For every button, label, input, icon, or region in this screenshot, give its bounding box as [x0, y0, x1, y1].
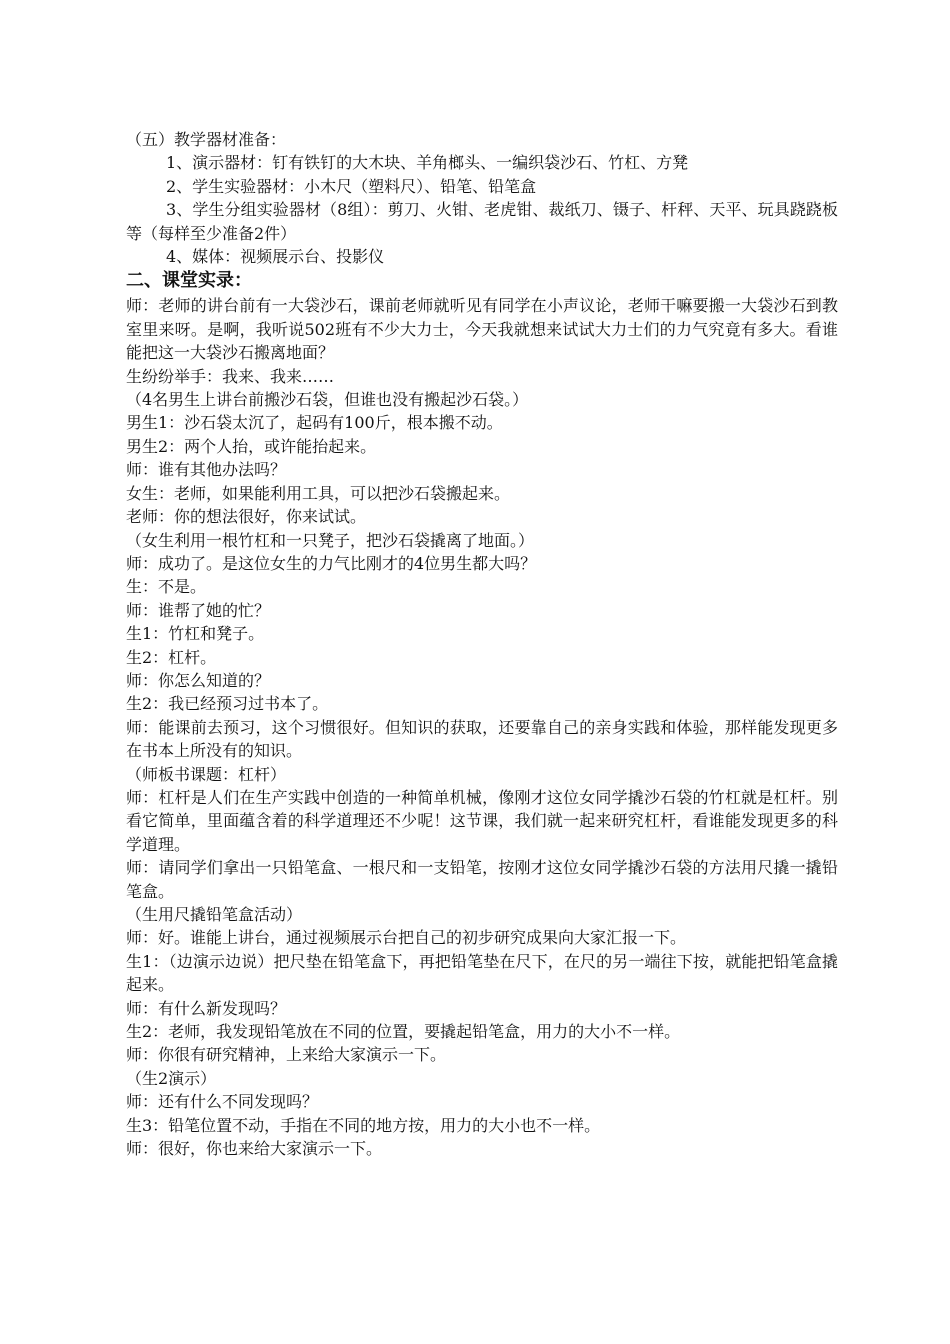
transcript-line: （师板书课题：杠杆）	[126, 764, 287, 784]
transcript-line: 师：谁有其他办法吗？	[126, 460, 287, 480]
transcript-line: 生2：老师，我发现铅笔放在不同的位置，要撬起铅笔盒，用力的大小不一样。	[126, 1022, 681, 1042]
section-5-title: （五）教学器材准备：	[126, 130, 287, 149]
transcript-line: 生2：杠杆。	[126, 647, 217, 667]
transcript-line: （生用尺撬铅笔盒活动）	[126, 905, 303, 924]
transcript-line: 男生2：两个人抬，或许能抬起来。	[126, 436, 377, 456]
transcript-line: 生纷纷举手：我来、我来……	[126, 366, 335, 386]
transcript-line: 师：请同学们拿出一只铅笔盒、一根尺和一支铅笔，按刚才这位女同学撬沙石袋的方法用尺撬一撬铅笔盒。	[126, 858, 838, 901]
equipment-item-3: 3、学生分组实验器材（8组）：剪刀、火钳、老虎钳、裁纸刀、镊子、杆秤、天平、玩具跷跷板等（每样至少准备2件）	[126, 200, 838, 243]
section-2-heading: 二、课堂实录：	[126, 270, 252, 292]
transcript-line: 老师：你的想法很好，你来试试。	[126, 507, 367, 527]
transcript-line: 生1：竹杠和凳子。	[126, 624, 265, 644]
equipment-item-4: 4、媒体：视频展示台、投影仪	[166, 247, 385, 267]
transcript-line: 师：谁帮了她的忙？	[126, 600, 271, 620]
transcript-line: 男生1：沙石袋太沉了，起码有100斤，根本搬不动。	[126, 413, 503, 433]
transcript-line: （生2演示）	[126, 1068, 217, 1088]
transcript-line: 师：你怎么知道的？	[126, 670, 271, 690]
transcript-line: 生2：我已经预习过书本了。	[126, 694, 329, 714]
transcript-line: 师：好。谁能上讲台，通过视频展示台把自己的初步研究成果向大家汇报一下。	[126, 928, 687, 948]
transcript-line: 女生：老师，如果能利用工具，可以把沙石袋搬起来。	[126, 483, 511, 503]
transcript-line: 生1：（边演示边说）把尺垫在铅笔盒下，再把铅笔垫在尺下，在尺的另一端往下按，就能把铅笔盒撬起来。	[126, 951, 838, 995]
transcript-line: 师：还有什么不同发现吗？	[126, 1092, 319, 1112]
transcript-line: 生3：铅笔位置不动，手指在不同的地方按，用力的大小也不一样。	[126, 1115, 601, 1135]
transcript-line: （4名男生上讲台前搬沙石袋，但谁也没有搬起沙石袋。）	[126, 390, 529, 410]
transcript-line: （女生利用一根竹杠和一只凳子，把沙石袋撬离了地面。）	[126, 530, 535, 550]
equipment-item-2: 2、学生实验器材：小木尺（塑料尺）、铅笔、铅笔盒	[166, 176, 537, 196]
transcript-line: 师：很好，你也来给大家演示一下。	[126, 1139, 383, 1159]
equipment-item-1: 1、演示器材：钉有铁钉的大木块、羊角榔头、一编织袋沙石、竹杠、方凳	[166, 153, 689, 173]
transcript-line: 师：能课前去预习，这个习惯很好。但知识的获取，还要靠自己的亲身实践和体验，那样能发现更多在书本上所没有的知识。	[126, 717, 838, 761]
transcript-line: 师：成功了。是这位女生的力气比刚才的4位男生都大吗？	[126, 553, 537, 573]
transcript-line: 师：老师的讲台前有一大袋沙石，课前老师就听见有同学在小声议论，老师干嘛要搬一大袋沙石到教室里来呀。是啊，我听说502班有不少大力士，今天我就想来试试大力士们的力气究竟有多大。看谁能把这一大袋沙石搬离地面？	[126, 296, 838, 363]
transcript-line: 师：有什么新发现吗？	[126, 998, 287, 1018]
transcript-line: 师：杠杆是人们在生产实践中创造的一种简单机械，像刚才这位女同学撬沙石袋的竹杠就是杠杆。别看它简单，里面蕴含着的科学道理还不少呢！这节课，我们就一起来研究杠杆，看谁能发现更多的科学道理。	[126, 787, 838, 854]
transcript-line: 师：你很有研究精神，上来给大家演示一下。	[126, 1045, 447, 1065]
transcript-line: 生：不是。	[126, 577, 207, 597]
document-page	[126, 128, 838, 1160]
